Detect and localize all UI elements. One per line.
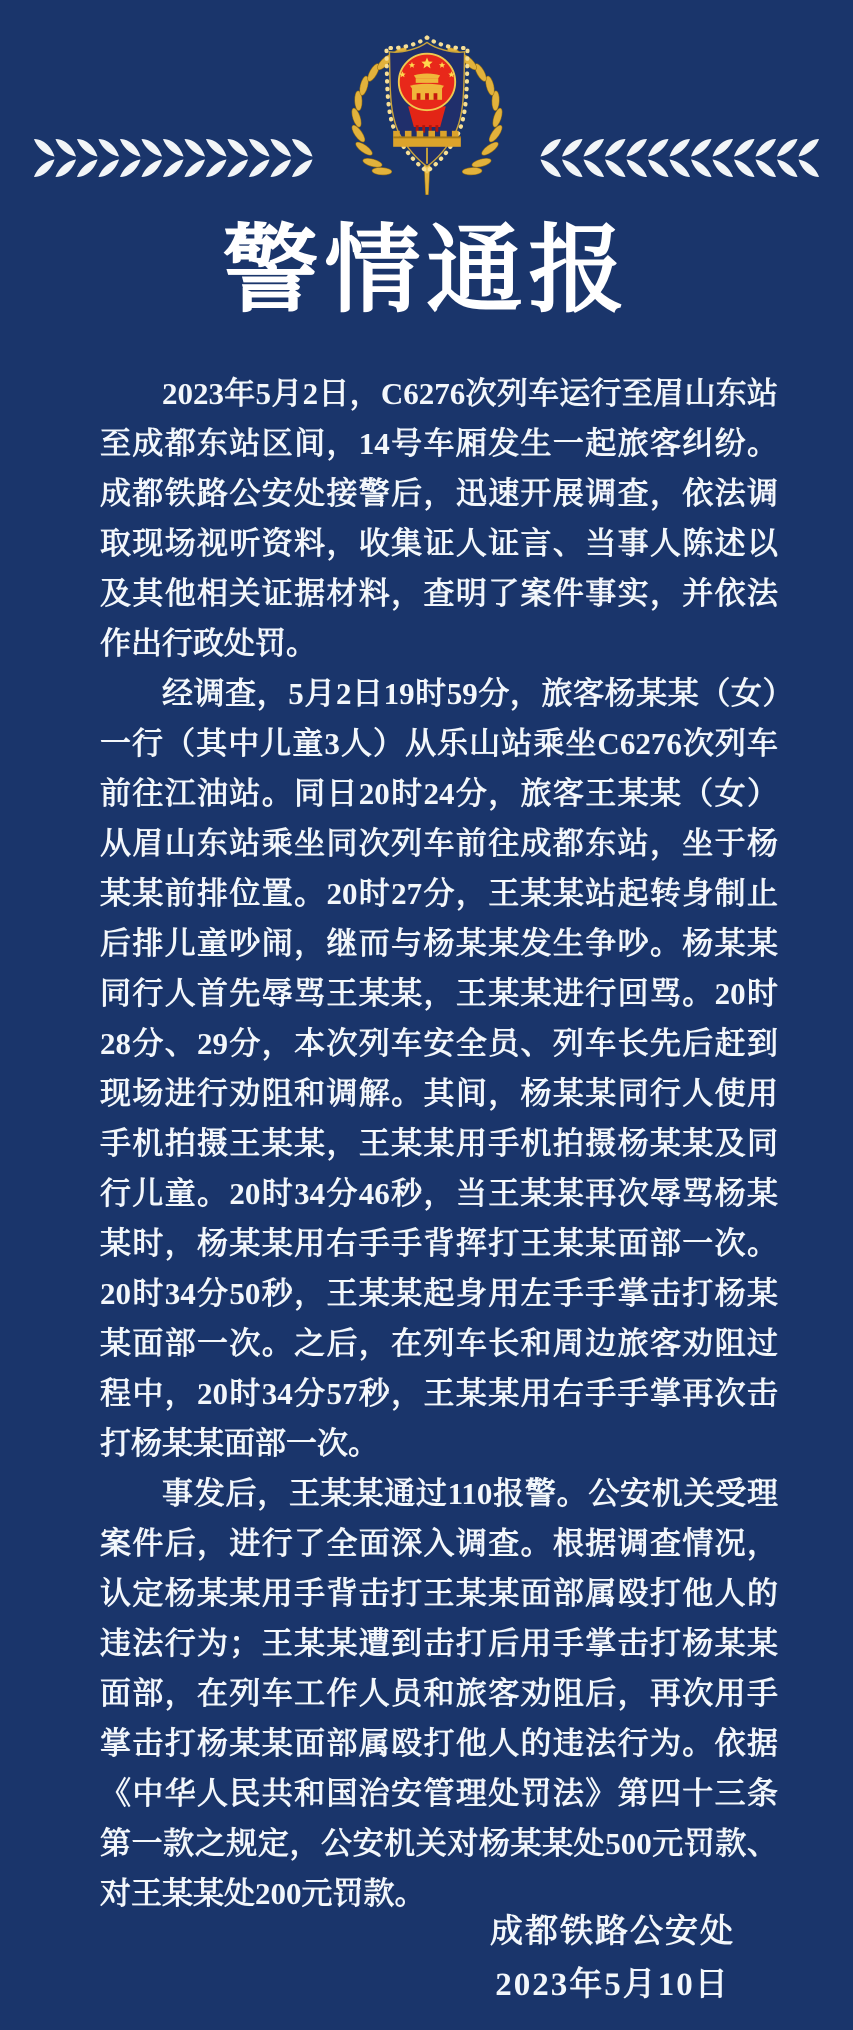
right-chevrons-icon xyxy=(34,139,313,177)
notice-title: 警情通报 xyxy=(222,217,631,324)
police-badge-icon xyxy=(333,33,521,207)
left-chevrons-icon xyxy=(540,139,819,177)
paragraph-penalty-decision: 事发后，王某某通过110报警。公安机关受理案件后，进行了全面深入调查。根据调查情况，认定杨某某用手背击打王某某面部属殴打他人的违法行为；王某某遭到击打后用手掌击打杨某某面部，在列车工作人员和旅客劝阻后，再次用手掌击打杨某某面部属殴打他人的违法行为。依据《中华人民共和国治安管理处罚法》第四十三条第一款之规定，公安机关对杨某某处500元罚款、对王某某处200元罚款。 xyxy=(100,1476,778,1911)
signature-block xyxy=(490,1906,735,2012)
issuer-name: 成都铁路公安处 xyxy=(490,1914,735,1950)
paragraph-investigation-detail: 经调查，5月2日19时59分，旅客杨某某（女）一行（其中儿童3人）从乐山站乘坐C6276次列车前往江油站。同日20时24分，旅客王某某（女）从眉山东站乘坐同次列车前往成都东站，坐于杨某某前排位置。20时27分，王某某站起转身制止后排儿童吵闹，继而与杨某某发生争吵。杨某某同行人首先辱骂王某某，王某某进行回骂。20时28分、29分，本次列车安全员、列车长先后赶到现场进行劝阻和调解。其间，杨某某同行人使用手机拍摄王某某，王某某用手机拍摄杨某某及同行儿童。20时34分46秒，当王某某再次辱骂杨某某时，杨某某用右手手背挥打王某某面部一次。20时34分50秒，王某某起身用左手手掌击打杨某某面部一次。之后，在列车长和周边旅客劝阻过程中，20时34分57秒，王某某用右手手掌再次击打杨某某面部一次。 xyxy=(100,676,778,1461)
notice-body xyxy=(100,369,778,1919)
paragraph-incident-summary: 2023年5月2日，C6276次列车运行至眉山东站至成都东站区间，14号车厢发生一起旅客纠纷。成都铁路公安处接警后，迅速开展调查，依法调取现场视听资料，收集证人证言、当事人陈述以及其他相关证据材料，查明了案件事实，并依法作出行政处罚。 xyxy=(100,376,778,661)
issue-date: 2023年5月10日 xyxy=(495,1967,730,2003)
